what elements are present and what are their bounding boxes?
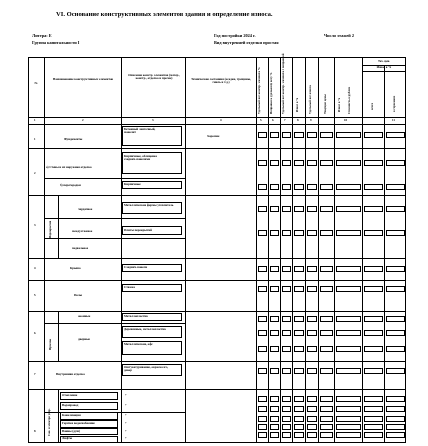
value-cell-box bbox=[282, 330, 291, 336]
value-cell-box bbox=[336, 424, 361, 430]
row3-attic: чердачное bbox=[78, 207, 93, 211]
header-vert-1: Удельный вес констр. элемента % bbox=[257, 67, 261, 114]
value-cell-box bbox=[294, 266, 304, 272]
document-title: VI. Основание конструктивных элементов здания и определение износа. bbox=[56, 11, 273, 18]
value-cell-box bbox=[270, 206, 279, 212]
grid-line bbox=[305, 57, 306, 443]
value-cell-box bbox=[336, 406, 361, 412]
row-separator bbox=[28, 258, 406, 259]
value-cell-box bbox=[294, 424, 304, 430]
value-cell-box bbox=[364, 206, 383, 212]
value-cell-box bbox=[320, 396, 333, 402]
sub-row-line bbox=[44, 323, 185, 324]
value-cell-box bbox=[282, 368, 291, 374]
value-cell-box bbox=[336, 184, 361, 190]
value-cell-box bbox=[336, 266, 361, 272]
header-vert-8: Стоимость в рублях bbox=[347, 86, 351, 114]
row6-group: Проемы bbox=[48, 338, 52, 350]
grid-line bbox=[362, 57, 363, 443]
grid-line bbox=[44, 57, 45, 443]
value-cell-box bbox=[258, 316, 267, 322]
value-cell-box bbox=[270, 184, 279, 190]
sub-row-line bbox=[44, 218, 185, 219]
grid-line bbox=[58, 311, 59, 361]
row5-num: 5 bbox=[34, 293, 36, 297]
value-cell-box bbox=[307, 160, 317, 166]
header-vert-3: Удельный вес констр. элемента с поправкой bbox=[281, 53, 285, 114]
grid-line bbox=[58, 195, 59, 258]
row3-attic-desc: Металлические фермы утеплитель bbox=[124, 203, 174, 207]
row-separator bbox=[28, 280, 406, 281]
finish-label: Вид внутренней отделки простая bbox=[214, 40, 279, 45]
value-cell-box bbox=[364, 330, 383, 336]
value-cell-box bbox=[307, 286, 317, 292]
row-separator bbox=[28, 311, 406, 312]
row2b-desc: Кирпичные bbox=[124, 182, 141, 186]
value-cell-box bbox=[364, 368, 383, 374]
value-cell-box bbox=[307, 330, 317, 336]
grid-line bbox=[268, 57, 269, 443]
value-cell-box bbox=[336, 206, 361, 212]
header-vert-6: Текущие цены bbox=[323, 94, 327, 114]
group-label: Группа капитальности I bbox=[32, 40, 80, 45]
litera-label: Литера: Е bbox=[32, 33, 52, 38]
row4-name: Крыша bbox=[70, 266, 81, 270]
row8-item: Лифты bbox=[62, 436, 73, 440]
value-cell-box bbox=[282, 132, 291, 138]
value-cell-box bbox=[320, 432, 333, 438]
value-cell-box bbox=[282, 160, 291, 166]
row7-name: Внутренняя отделка bbox=[56, 372, 85, 376]
value-cell-box bbox=[270, 316, 279, 322]
value-cell-box bbox=[364, 132, 383, 138]
col-number: 3 bbox=[152, 118, 154, 122]
row2b-name: б) перегородки bbox=[60, 183, 81, 187]
value-cell-box bbox=[282, 432, 291, 438]
value-cell-box bbox=[364, 316, 383, 322]
value-cell-box bbox=[320, 160, 333, 166]
value-cell-box bbox=[294, 330, 304, 336]
value-cell-box bbox=[294, 416, 304, 422]
value-cell-box bbox=[386, 132, 405, 138]
value-cell-box bbox=[336, 132, 361, 138]
value-cell-box bbox=[258, 396, 267, 402]
value-cell-box bbox=[294, 406, 304, 412]
value-cell-box bbox=[294, 184, 304, 190]
value-cell-box bbox=[364, 346, 383, 352]
value-cell-box bbox=[336, 286, 361, 292]
value-cell-box bbox=[307, 406, 317, 412]
value-cell-box bbox=[258, 406, 267, 412]
row8-plus: + bbox=[125, 429, 127, 433]
value-cell-box bbox=[282, 266, 291, 272]
value-cell-box bbox=[258, 368, 267, 374]
value-cell-box bbox=[270, 432, 279, 438]
row8-item: Отопление bbox=[62, 393, 78, 397]
value-cell-box bbox=[320, 416, 333, 422]
value-cell-box bbox=[364, 406, 383, 412]
value-cell-box bbox=[282, 396, 291, 402]
value-cell-box bbox=[320, 368, 333, 374]
floors-label: Число этажей 2 bbox=[324, 33, 355, 38]
value-cell-box bbox=[282, 416, 291, 422]
value-cell-box bbox=[336, 346, 361, 352]
value-cell-box bbox=[270, 160, 279, 166]
value-cell-box bbox=[386, 346, 405, 352]
value-cell-box bbox=[282, 406, 291, 412]
value-cell-box bbox=[386, 160, 405, 166]
value-cell-box bbox=[386, 286, 405, 292]
row-separator bbox=[28, 148, 406, 149]
value-cell-box bbox=[294, 286, 304, 292]
value-cell-box bbox=[320, 330, 333, 336]
row6-door: дверные bbox=[78, 337, 90, 341]
value-cell-box bbox=[270, 230, 279, 236]
value-cell-box bbox=[307, 230, 317, 236]
row8-item: Канализация bbox=[62, 413, 81, 417]
row3-num: 3 bbox=[34, 223, 36, 227]
header-state: Технические состояния (осадки, трещины, гниль и т.д.) bbox=[191, 77, 251, 85]
value-cell-box bbox=[307, 132, 317, 138]
header-vert-9: всего bbox=[370, 102, 374, 110]
value-cell-box bbox=[320, 184, 333, 190]
value-cell-box bbox=[270, 346, 279, 352]
header-vert-2: Поправки к удельному весу % bbox=[269, 72, 273, 114]
value-cell-box bbox=[258, 432, 267, 438]
header-wear: Износ в % bbox=[376, 65, 392, 69]
value-cell-box bbox=[364, 266, 383, 272]
value-cell-box bbox=[258, 160, 267, 166]
value-cell-box bbox=[270, 424, 279, 430]
col-number: 6 bbox=[272, 118, 274, 122]
grid-line bbox=[28, 124, 406, 125]
value-cell-box bbox=[258, 286, 267, 292]
value-cell-box bbox=[307, 432, 317, 438]
row8-item: Водопровод bbox=[62, 403, 79, 407]
value-cell-box bbox=[307, 416, 317, 422]
grid-line bbox=[256, 57, 257, 443]
row-separator bbox=[28, 361, 406, 362]
value-cell-box bbox=[336, 416, 361, 422]
value-cell-box bbox=[270, 266, 279, 272]
value-cell-box bbox=[307, 396, 317, 402]
value-cell-box bbox=[270, 330, 279, 336]
value-cell-box bbox=[386, 316, 405, 322]
row8-num: 8 bbox=[34, 429, 36, 433]
row8-plus: + bbox=[125, 393, 127, 397]
row7-desc: Оштукатуривание, окраска в/э, декор bbox=[124, 365, 169, 373]
value-cell-box bbox=[294, 368, 304, 374]
row1-state: Хорошее bbox=[207, 134, 220, 138]
row1-desc: Бетонный ленточный, монолит bbox=[124, 127, 156, 135]
header-vert-7: Износ в % bbox=[337, 97, 341, 112]
value-cell-box bbox=[258, 206, 267, 212]
grid-line bbox=[292, 57, 293, 443]
value-cell-box bbox=[386, 330, 405, 336]
value-cell-box bbox=[307, 368, 317, 374]
row6-num: 6 bbox=[34, 331, 36, 335]
value-cell-box bbox=[386, 424, 405, 430]
sub-row-line bbox=[44, 238, 185, 239]
grid-line bbox=[185, 57, 186, 443]
value-cell-box bbox=[320, 424, 333, 430]
row2-num: 2 bbox=[34, 171, 36, 175]
col-number: 5 bbox=[260, 118, 262, 122]
row6-win-desc: Металлопластик bbox=[124, 314, 148, 318]
value-cell-box bbox=[258, 330, 267, 336]
value-cell-box bbox=[294, 396, 304, 402]
value-cell-box bbox=[336, 230, 361, 236]
row3-inter-desc: Плиты перекрытий bbox=[124, 228, 152, 232]
value-cell-box bbox=[320, 266, 333, 272]
row4-desc: Сэндвич-панели bbox=[124, 265, 148, 269]
value-cell-box bbox=[336, 160, 361, 166]
col-number: 11 bbox=[392, 118, 395, 122]
row-separator bbox=[28, 389, 406, 390]
value-cell-box bbox=[307, 266, 317, 272]
value-cell-box bbox=[336, 368, 361, 374]
value-cell-box bbox=[386, 416, 405, 422]
row7-num: 7 bbox=[34, 372, 36, 376]
value-cell-box bbox=[282, 184, 291, 190]
value-cell-box bbox=[270, 416, 279, 422]
value-cell-box bbox=[364, 416, 383, 422]
row1-num: 1 bbox=[34, 137, 36, 141]
row8-plus: + bbox=[125, 413, 127, 417]
value-cell-box bbox=[386, 266, 405, 272]
value-cell-box bbox=[320, 316, 333, 322]
row8-item: Ванны (душ) bbox=[62, 429, 81, 433]
value-cell-box bbox=[270, 396, 279, 402]
value-cell-box bbox=[294, 160, 304, 166]
header-desc: Описание констр. элементов (матер., констр., отделка и прочее) bbox=[128, 73, 180, 81]
value-cell-box bbox=[364, 230, 383, 236]
header-name: Наименование конструктивных элементов bbox=[52, 77, 114, 81]
header-num: № bbox=[34, 81, 38, 85]
value-cell-box bbox=[320, 286, 333, 292]
value-cell-box bbox=[294, 206, 304, 212]
value-cell-box bbox=[364, 184, 383, 190]
value-cell-box bbox=[258, 184, 267, 190]
row8-plus: + bbox=[125, 421, 127, 425]
row-separator bbox=[28, 195, 406, 196]
row3-inter: междуэтажное bbox=[72, 229, 93, 233]
value-cell-box bbox=[270, 368, 279, 374]
year-label: Год постройки 2024 г. bbox=[214, 33, 256, 38]
value-cell-box bbox=[270, 406, 279, 412]
grid-line bbox=[318, 57, 319, 443]
row3-group: Перекрытия bbox=[48, 220, 52, 238]
value-cell-box bbox=[386, 406, 405, 412]
row5-name: Полы bbox=[74, 293, 83, 297]
value-cell-box bbox=[386, 396, 405, 402]
sub-row-line bbox=[44, 178, 185, 179]
value-cell-box bbox=[364, 160, 383, 166]
header-vert-10: в строениях bbox=[392, 95, 396, 112]
col-number: 7 bbox=[284, 118, 286, 122]
value-cell-box bbox=[336, 330, 361, 336]
grid-line bbox=[384, 65, 385, 443]
value-cell-box bbox=[294, 432, 304, 438]
value-cell-box bbox=[364, 396, 383, 402]
row6-win: оконные bbox=[78, 314, 91, 318]
value-cell-box bbox=[270, 286, 279, 292]
value-cell-box bbox=[364, 432, 383, 438]
value-cell-box bbox=[258, 132, 267, 138]
value-cell-box bbox=[386, 230, 405, 236]
value-cell-box bbox=[320, 230, 333, 236]
col-number: 9 bbox=[310, 118, 312, 122]
row4-num: 4 bbox=[34, 266, 36, 270]
value-cell-box bbox=[282, 424, 291, 430]
value-cell-box bbox=[320, 132, 333, 138]
value-cell-box bbox=[294, 132, 304, 138]
value-cell-box bbox=[386, 368, 405, 374]
value-cell-box bbox=[336, 396, 361, 402]
value-cell-box bbox=[282, 316, 291, 322]
row6-door-desc1: Деревянные, металлопластик bbox=[124, 327, 166, 331]
row2a-desc: Кирпичные, облицовка сэндвич-панелями bbox=[124, 154, 157, 162]
grid-line bbox=[334, 57, 335, 443]
row3-base: подвальное bbox=[72, 246, 89, 250]
value-cell-box bbox=[307, 346, 317, 352]
row8-plus: + bbox=[125, 436, 127, 440]
grid-line bbox=[280, 57, 281, 443]
value-cell-box bbox=[320, 406, 333, 412]
value-cell-box bbox=[258, 416, 267, 422]
value-cell-box bbox=[270, 132, 279, 138]
row8-item: Горячее водоснабжение bbox=[62, 421, 95, 425]
row8-group: Сан. и электро устр. bbox=[47, 408, 51, 436]
col-number: 1 bbox=[34, 118, 36, 122]
value-cell-box bbox=[386, 184, 405, 190]
col-number: 2 bbox=[82, 118, 84, 122]
row5-desc: Стяжка bbox=[124, 285, 135, 289]
col-number: 4 bbox=[220, 118, 222, 122]
value-cell-box bbox=[307, 184, 317, 190]
value-cell-box bbox=[364, 424, 383, 430]
header-vert-5: Удельный вес износа bbox=[308, 85, 312, 114]
value-cell-box bbox=[294, 346, 304, 352]
value-cell-box bbox=[258, 266, 267, 272]
value-cell-box bbox=[336, 316, 361, 322]
value-cell-box bbox=[386, 206, 405, 212]
grid-line bbox=[121, 57, 122, 443]
value-cell-box bbox=[386, 432, 405, 438]
grid-line bbox=[362, 71, 406, 72]
grid-line bbox=[58, 389, 59, 443]
header-vert-4: Износ в % bbox=[295, 97, 299, 112]
value-cell-box bbox=[294, 316, 304, 322]
row1-name: Фундаменты bbox=[64, 137, 83, 141]
row2a-name: а) Стены и их наружная отделка bbox=[46, 165, 92, 169]
value-cell-box bbox=[307, 206, 317, 212]
value-cell-box bbox=[282, 346, 291, 352]
value-cell-box bbox=[258, 346, 267, 352]
value-cell-box bbox=[282, 286, 291, 292]
value-cell-box bbox=[320, 346, 333, 352]
value-cell-box bbox=[294, 230, 304, 236]
row8-plus: + bbox=[125, 403, 127, 407]
value-cell-box bbox=[282, 206, 291, 212]
row6-door-desc2: Металлические, офс bbox=[124, 342, 153, 346]
value-cell-box bbox=[307, 424, 317, 430]
value-cell-box bbox=[282, 230, 291, 236]
value-cell-box bbox=[258, 230, 267, 236]
col-number: 8 bbox=[297, 118, 299, 122]
value-cell-box bbox=[258, 424, 267, 430]
header-tech-prices: Тех. цен. bbox=[377, 59, 391, 63]
value-cell-box bbox=[307, 316, 317, 322]
col-number: 10 bbox=[344, 118, 348, 122]
value-cell-box bbox=[320, 206, 333, 212]
grid-line bbox=[28, 117, 406, 118]
value-cell-box bbox=[364, 286, 383, 292]
value-cell-box bbox=[336, 432, 361, 438]
